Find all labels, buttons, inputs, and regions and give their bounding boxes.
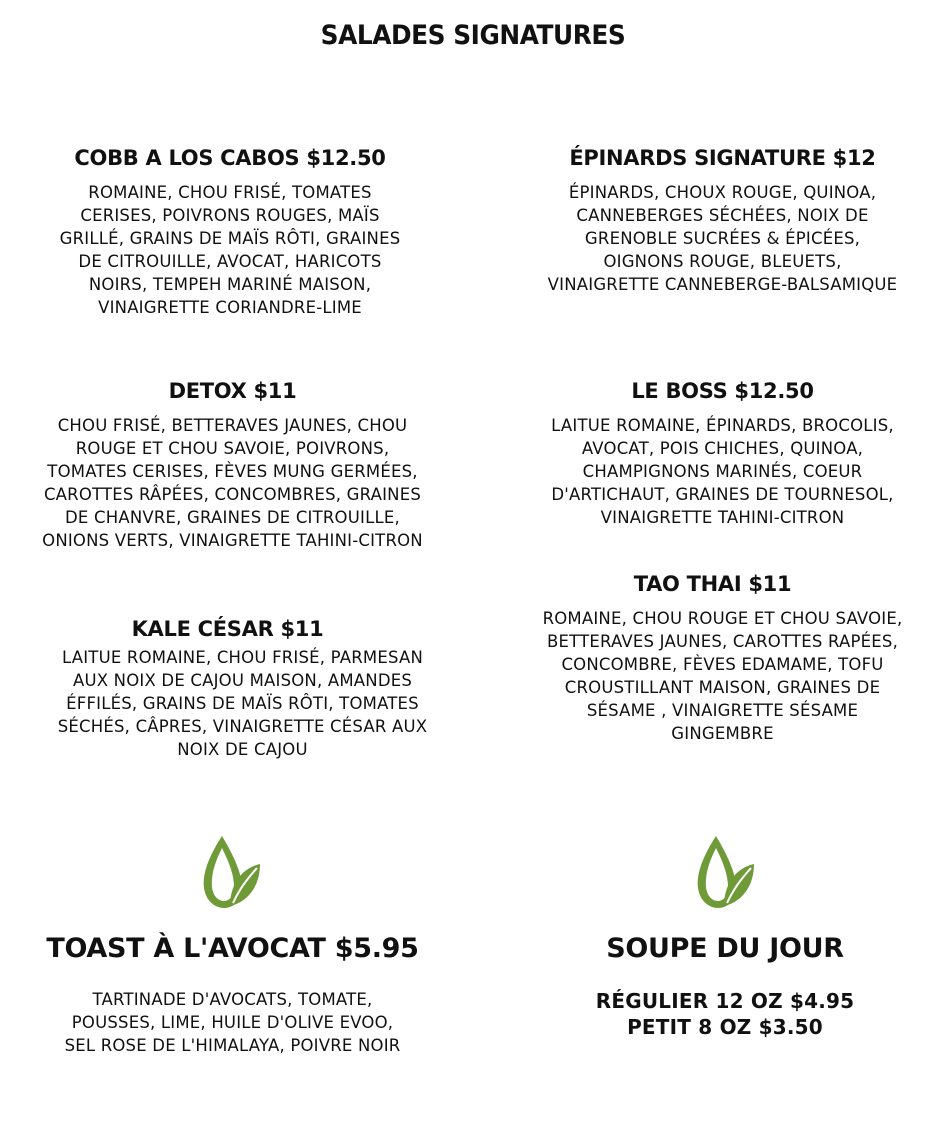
toast-name: TOAST À L'AVOCAT $5.95: [46, 933, 419, 964]
salad-detox-desc: CHOU FRISÉ, BETTERAVES JAUNES, CHOU ROUGE ET CHOU SAVOIE, POIVRONS, TOMATES CERISES, FÈVES MUNG GERMÉES, CAROTTES RÂPÉES, CONCOMBRES, GRAINES DE CHANVRE, GRAINES DE CITROUILLE, ONIONS VERTS, VINAIGRETTE TAHINI-CITRON: [42, 416, 423, 550]
salad-kale-name: KALE CÉSAR $11: [131, 617, 324, 641]
soup-regular: RÉGULIER 12 OZ $4.95: [595, 989, 855, 1013]
leaf-drop-icon: [694, 832, 756, 910]
salad-epinards-name: ÉPINARDS SIGNATURE $12: [569, 146, 876, 170]
soup-name: SOUPE DU JOUR: [606, 933, 844, 964]
salad-epinards-desc: ÉPINARDS, CHOUX ROUGE, QUINOA, CANNEBERGES SÉCHÉES, NOIX DE GRENOBLE SUCRÉES & ÉPICÉES, OIGNONS ROUGE, BLEUETS, VINAIGRETTE CANNEBERGE-BALSAMIQUE: [547, 183, 898, 294]
soup-sizes: [530, 988, 920, 1040]
salad-tao: [530, 571, 915, 745]
page-title: SALADES SIGNATURES: [320, 20, 626, 51]
soup-small: PETIT 8 OZ $3.50: [627, 1015, 823, 1039]
soupe-du-jour: [530, 932, 920, 1040]
salad-kale-desc: LAITUE ROMAINE, CHOU FRISÉ, PARMESAN AUX NOIX DE CAJOU MAISON, AMANDES ÉFFILÉS, GRAINS DE MAÏS RÔTI, TOMATES SÉCHÉS, CÂPRES, VINAIGRETTE CÉSAR AUX NOIX DE CAJOU: [57, 648, 428, 759]
salad-boss-desc: LAITUE ROMAINE, ÉPINARDS, BROCOLIS, AVOCAT, POIS CHICHES, QUINOA, CHAMPIGNONS MARINÉS, COEUR D'ARTICHAUT, GRAINES DE TOURNESOL, VINAIGRETTE TAHINI-CITRON: [551, 416, 894, 527]
toast-avocat: [40, 932, 425, 1057]
salad-boss: [525, 378, 920, 529]
salad-cobb-name: COBB A LOS CABOS $12.50: [74, 146, 386, 170]
salad-tao-name: TAO THAI $11: [633, 572, 792, 596]
salad-tao-desc: ROMAINE, CHOU ROUGE ET CHOU SAVOIE, BETTERAVES JAUNES, CAROTTES RAPÉES, CONCOMBRE, FÈVES EDAMAME, TOFU CROUSTILLANT MAISON, GRAINES DE SÉSAME , VINAIGRETTE SÉSAME GINGEMBRE: [542, 609, 903, 743]
salad-kale: [45, 616, 440, 761]
salad-detox: [40, 378, 425, 552]
salad-boss-name: LE BOSS $12.50: [631, 379, 814, 403]
toast-desc: TARTINADE D'AVOCATS, TOMATE, POUSSES, LIME, HUILE D'OLIVE EVOO, SEL ROSE DE L'HIMALAYA, POIVRE NOIR: [64, 990, 401, 1055]
salad-cobb-desc: ROMAINE, CHOU FRISÉ, TOMATES CERISES, POIVRONS ROUGES, MAÏS GRILLÉ, GRAINS DE MAÏS RÔTI, GRAINES DE CITROUILLE, AVOCAT, HARICOTS NOIRS, TEMPEH MARINÉ MAISON, VINAIGRETTE CORIANDRE-LIME: [59, 183, 401, 317]
salad-epinards: [530, 145, 915, 296]
leaf-drop-icon: [200, 832, 262, 910]
salad-cobb: [45, 145, 415, 319]
salad-detox-name: DETOX $11: [168, 379, 297, 403]
